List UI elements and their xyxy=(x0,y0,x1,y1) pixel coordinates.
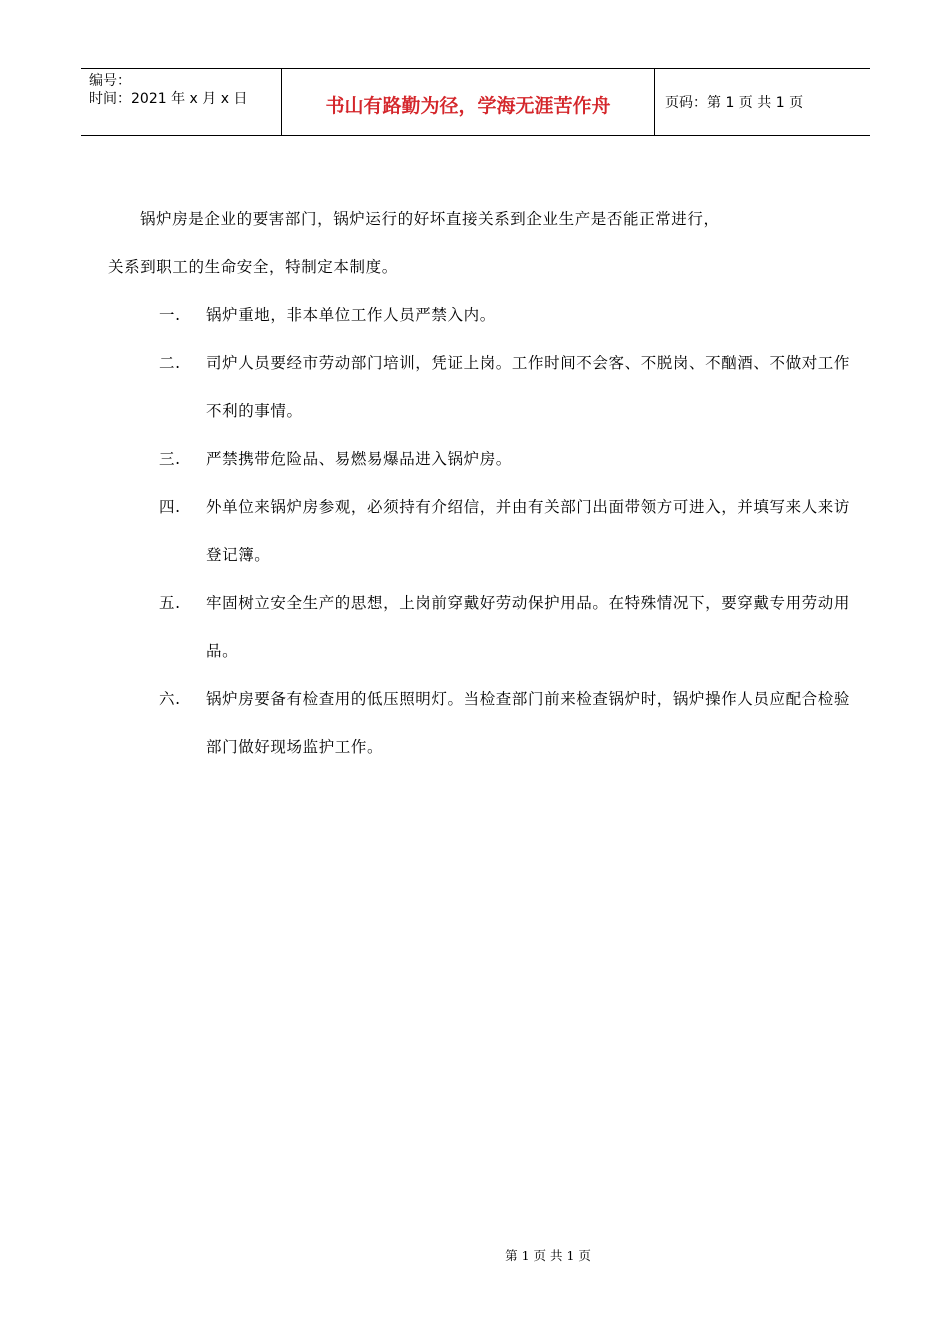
rule-text: 锅炉重地，非本单位工作人员严禁入内。 xyxy=(206,306,496,324)
rule-item xyxy=(108,579,853,675)
header-meta-cell xyxy=(81,69,282,135)
header-page-info: 页码：第 1 页 共 1 页 xyxy=(665,95,804,111)
document-date: 时间：2021 年 x 月 x 日 xyxy=(89,91,248,107)
rule-number: 六. xyxy=(159,690,181,708)
rule-text: 牢固树立安全生产的思想，上岗前穿戴好劳动保护用品。在特殊情况下，要穿戴专用劳动用品。 xyxy=(206,594,851,660)
rule-text: 锅炉房要备有检查用的低压照明灯。当检查部门前来检查锅炉时，锅炉操作人员应配合检验部门做好现场监护工作。 xyxy=(206,690,851,756)
rule-number: 一. xyxy=(159,306,181,324)
rule-number: 二. xyxy=(159,354,181,372)
page-footer xyxy=(0,1246,950,1264)
header-motto-cell xyxy=(282,69,655,135)
rule-number: 四. xyxy=(159,498,181,516)
header-page-cell xyxy=(655,69,870,135)
rule-number: 三. xyxy=(159,450,181,468)
intro-paragraph xyxy=(108,195,853,291)
footer-page-number: 第 1 页 共 1 页 xyxy=(505,1248,591,1263)
rule-text: 严禁携带危险品、易燃易爆品进入锅炉房。 xyxy=(206,450,512,468)
rule-text: 外单位来锅炉房参观，必须持有介绍信，并由有关部门出面带领方可进入，并填写来人来访登记簿。 xyxy=(206,498,851,564)
rule-text: 司炉人员要经市劳动部门培训，凭证上岗。工作时间不会客、不脱岗、不酗酒、不做对工作不利的事情。 xyxy=(206,354,851,420)
intro-line-1: 锅炉房是企业的要害部门，锅炉运行的好坏直接关系到企业生产是否能正常进行， xyxy=(140,210,720,228)
document-header xyxy=(81,68,870,136)
rule-number: 五. xyxy=(159,594,181,612)
header-motto: 书山有路勤为径，学海无涯苦作舟 xyxy=(325,94,611,117)
intro-line-2: 关系到职工的生命安全，特制定本制度。 xyxy=(108,258,398,276)
rule-item xyxy=(108,675,853,771)
document-number-label: 编号： xyxy=(89,73,131,89)
rule-item xyxy=(108,435,853,483)
rule-item xyxy=(108,291,853,339)
rule-item xyxy=(108,483,853,579)
rule-item xyxy=(108,339,853,435)
document-body xyxy=(108,195,853,771)
